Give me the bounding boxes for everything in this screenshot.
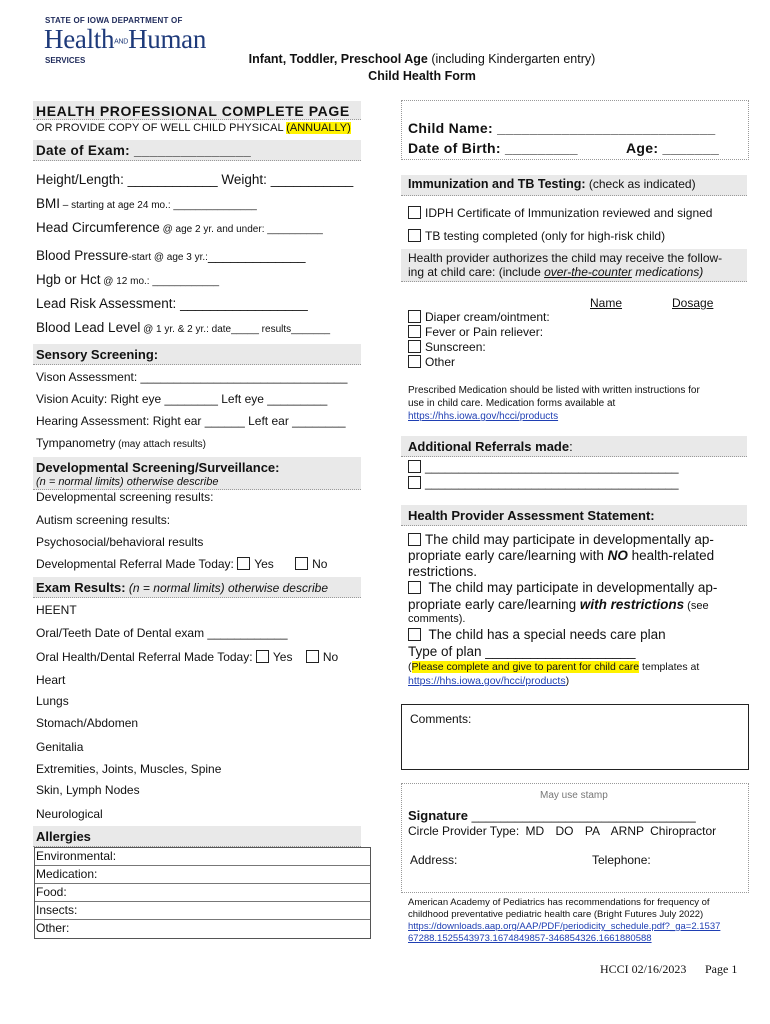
address-field[interactable]: Address: bbox=[410, 853, 458, 867]
genitalia-field[interactable]: Genitalia bbox=[36, 740, 84, 754]
oral-referral-yes-label: Yes bbox=[272, 650, 293, 664]
referral-1-checkbox[interactable] bbox=[408, 460, 421, 473]
provider-type-label: Circle Provider Type: bbox=[408, 824, 520, 838]
assess-title: Health Provider Assessment Statement: bbox=[408, 508, 655, 523]
dev-results-field[interactable]: Developmental screening results: bbox=[36, 490, 214, 504]
aap-link-line-1[interactable]: https://downloads.aap.org/AAP/PDF/periodicity_schedule.pdf?_ga=2.1537 bbox=[408, 921, 721, 932]
stmt3-row bbox=[408, 627, 666, 642]
referral-row-2 bbox=[408, 476, 679, 490]
hgb-field[interactable] bbox=[36, 272, 219, 287]
tympanometry-field[interactable] bbox=[36, 436, 206, 450]
prescribed-line-1: Prescribed Medication should be listed with written instructions for bbox=[408, 385, 700, 396]
form-title bbox=[222, 52, 622, 66]
med-fever-label: Fever or Pain reliever: bbox=[425, 325, 544, 339]
tympan-label: Tympanometry bbox=[36, 436, 116, 450]
vision-assessment-field[interactable]: Vison Assessment: _______________________________ bbox=[36, 370, 348, 384]
dev-referral-no-checkbox[interactable] bbox=[295, 557, 308, 570]
prescribed-line-2: use in child care. Medication forms available at bbox=[408, 398, 616, 409]
med-sunscreen-row bbox=[408, 340, 486, 354]
allergy-insects[interactable]: Insects: bbox=[35, 902, 370, 920]
head-label: Head Circumference bbox=[36, 220, 160, 235]
tb-label: TB testing completed (only for high-risk child) bbox=[425, 229, 666, 243]
med-diaper-checkbox[interactable] bbox=[408, 310, 421, 323]
exam-title-row bbox=[36, 580, 328, 595]
med-other-checkbox[interactable] bbox=[408, 355, 421, 368]
auth-text-2: ing at child care: (include bbox=[408, 265, 545, 279]
bp-label: Blood Pressure bbox=[36, 248, 129, 263]
imm-title-row bbox=[408, 177, 696, 191]
skin-field[interactable]: Skin, Lymph Nodes bbox=[36, 783, 140, 797]
tympan-note: (may attach results) bbox=[115, 439, 206, 450]
hgb-note: @ 12 mo.: ____________ bbox=[100, 276, 220, 287]
dev-referral-yes-label: Yes bbox=[254, 557, 274, 571]
referral-1-line[interactable]: ______________________________________ bbox=[425, 460, 679, 474]
heent-field[interactable]: HEENT bbox=[36, 603, 77, 617]
med-other-label: Other bbox=[425, 355, 456, 369]
dob-field[interactable]: Date of Birth: _________ bbox=[408, 140, 578, 156]
comments-label: Comments: bbox=[410, 712, 472, 726]
idph-row bbox=[408, 206, 712, 220]
auth-line-1: Health provider authorizes the child may receive the follow- bbox=[408, 251, 723, 265]
stmt1-line-b bbox=[408, 548, 714, 563]
age-field[interactable]: Age: _______ bbox=[626, 140, 720, 156]
aap-link-line-2[interactable]: 67288.1525543973.1674849857-346854326.1661880588 bbox=[408, 933, 652, 944]
stmt3-checkbox[interactable] bbox=[408, 628, 421, 641]
stmt2-line-c: comments). bbox=[408, 613, 466, 625]
med-fever-checkbox[interactable] bbox=[408, 325, 421, 338]
page-number: Page 1 bbox=[705, 962, 738, 976]
stomach-field[interactable]: Stomach/Abdomen bbox=[36, 716, 139, 730]
vision-acuity-field[interactable]: Vision Acuity: Right eye ________ Left eye _________ bbox=[36, 392, 328, 406]
med-fever-row bbox=[408, 325, 543, 339]
allergies-title: Allergies bbox=[36, 829, 91, 844]
telephone-field[interactable]: Telephone: bbox=[592, 853, 651, 867]
bp-blank: _____________ bbox=[207, 248, 306, 263]
provider-md[interactable]: MD bbox=[525, 824, 545, 838]
plan-link-line bbox=[408, 675, 569, 687]
provider-type-row bbox=[408, 824, 716, 838]
referrals-title-row bbox=[408, 439, 573, 454]
col-name-header: Name bbox=[590, 296, 623, 310]
section-title: HEALTH PROFESSIONAL COMPLETE PAGE bbox=[36, 103, 350, 119]
stmt2-text-b: propriate early care/learning bbox=[408, 597, 580, 612]
dev-referral-row bbox=[36, 557, 327, 571]
height-weight-field[interactable]: Height/Length: ____________ Weight: ___________ bbox=[36, 172, 354, 187]
plan-close-paren: ) bbox=[565, 675, 570, 687]
plan-templates-link[interactable]: https://hhs.iowa.gov/hcci/products bbox=[408, 675, 566, 687]
type-of-plan-field[interactable]: Type of plan ____________________ bbox=[408, 644, 636, 659]
provide-copy-text: OR PROVIDE COPY OF WELL CHILD PHYSICAL bbox=[36, 122, 287, 134]
referral-row-1 bbox=[408, 460, 679, 474]
exam-title: Exam Results: bbox=[36, 580, 126, 595]
psychosocial-field[interactable]: Psychosocial/behavioral results bbox=[36, 535, 204, 549]
bmi-field[interactable] bbox=[36, 196, 257, 211]
dev-referral-no-label: No bbox=[312, 557, 328, 571]
signature-label: Signature bbox=[408, 808, 468, 823]
prescribed-forms-link[interactable]: https://hhs.iowa.gov/hcci/products bbox=[408, 411, 559, 422]
lungs-field[interactable]: Lungs bbox=[36, 694, 69, 708]
stmt1-text-c: health-related bbox=[627, 548, 715, 563]
med-other-row bbox=[408, 355, 455, 369]
dev-referral-label: Developmental Referral Made Today: bbox=[36, 557, 238, 571]
bmi-label: BMI bbox=[36, 196, 61, 211]
dev-title: Developmental Screening/Surveillance: bbox=[36, 460, 280, 475]
referrals-colon: : bbox=[569, 439, 573, 454]
date-of-exam-field[interactable]: Date of Exam: _______________ bbox=[36, 143, 252, 158]
med-sunscreen-label: Sunscreen: bbox=[425, 340, 486, 354]
blood-lead-field[interactable] bbox=[36, 320, 330, 335]
bmi-note: – starting at age 24 mo.: _______________ bbox=[60, 200, 257, 211]
stmt2-see: (see bbox=[684, 600, 709, 612]
idph-label: IDPH Certificate of Immunization reviewed and signed bbox=[425, 206, 713, 220]
dev-note: (n = normal limits) otherwise describe bbox=[36, 476, 219, 488]
signature-line: _______________________________ bbox=[467, 808, 696, 823]
aap-line-1: American Academy of Pediatrics has recommendations for frequency of bbox=[408, 897, 710, 908]
stmt1-text-b: propriate early care/learning with bbox=[408, 548, 608, 563]
oral-date-field[interactable]: Oral/Teeth Date of Dental exam ____________ bbox=[36, 626, 288, 640]
oral-referral-yes-checkbox[interactable] bbox=[256, 650, 269, 663]
referral-2-line[interactable]: ______________________________________ bbox=[425, 476, 679, 490]
logo-and: AND bbox=[114, 38, 129, 46]
form-title-rest: (including Kindergarten entry) bbox=[427, 52, 596, 66]
provider-chiropractor[interactable]: Chiropractor bbox=[650, 824, 717, 838]
stmt1-no: NO bbox=[607, 548, 628, 563]
stmt2-checkbox[interactable] bbox=[408, 581, 421, 594]
stamp-note: May use stamp bbox=[540, 790, 608, 801]
plan-please-highlight: Please complete and give to parent for child care bbox=[411, 661, 640, 673]
plan-templates-text: templates at bbox=[639, 661, 700, 673]
form-title-bold: Infant, Toddler, Preschool Age bbox=[248, 52, 428, 66]
exam-note: (n = normal limits) otherwise describe bbox=[125, 581, 328, 595]
blood-lead-note: @ 1 yr. & 2 yr.: date_____ results_______ bbox=[140, 324, 331, 335]
auth-otc: over-the-counter bbox=[544, 265, 632, 279]
imm-title: Immunization and TB Testing: bbox=[408, 177, 586, 191]
form-code: HCCI 02/16/2023 bbox=[600, 962, 687, 976]
plan-open-paren: ( bbox=[408, 661, 412, 673]
form-subtitle: Child Health Form bbox=[368, 69, 476, 83]
blood-lead-label: Blood Lead Level bbox=[36, 320, 141, 335]
extremities-field[interactable]: Extremities, Joints, Muscles, Spine bbox=[36, 762, 222, 776]
child-name-field[interactable]: Child Name: ___________________________ bbox=[408, 120, 716, 136]
med-sunscreen-checkbox[interactable] bbox=[408, 340, 421, 353]
med-diaper-label: Diaper cream/ointment: bbox=[425, 310, 550, 324]
idph-checkbox[interactable] bbox=[408, 206, 421, 219]
stmt1-checkbox[interactable] bbox=[408, 533, 421, 546]
stmt2-line-a bbox=[408, 580, 717, 595]
sensory-title: Sensory Screening: bbox=[36, 347, 159, 362]
provider-pa[interactable]: PA bbox=[584, 824, 600, 838]
provider-arnp[interactable]: ARNP bbox=[610, 824, 644, 838]
stmt1-text-a: The child may participate in developmentally ap- bbox=[425, 532, 714, 547]
stmt2-line-b bbox=[408, 597, 709, 612]
logo-services: SERVICES bbox=[45, 56, 86, 65]
bp-note: -start @ age 3 yr.: bbox=[128, 252, 208, 263]
annually-highlight: (ANNUALLY) bbox=[286, 122, 351, 134]
hgb-label: Hgb or Hct bbox=[36, 272, 101, 287]
tb-checkbox[interactable] bbox=[408, 229, 421, 242]
logo-human: Human bbox=[128, 24, 207, 54]
stmt1-line-a bbox=[408, 532, 714, 547]
aap-line-2: childhood preventative pediatric health care (Bright Futures July 2022) bbox=[408, 909, 704, 920]
tb-row bbox=[408, 229, 665, 243]
stmt2-text-a: The child may participate in developmentally ap- bbox=[425, 580, 718, 595]
head-circ-field[interactable] bbox=[36, 220, 323, 235]
stmt3-text: The child has a special needs care plan bbox=[425, 627, 666, 642]
med-diaper-row bbox=[408, 310, 550, 324]
allergy-environmental[interactable]: Environmental: bbox=[35, 848, 370, 866]
heart-field[interactable]: Heart bbox=[36, 673, 66, 687]
stmt2-with: with restrictions bbox=[579, 597, 685, 612]
head-note: @ age 2 yr. and under: __________ bbox=[159, 224, 323, 235]
oral-referral-label: Oral Health/Dental Referral Made Today: bbox=[36, 650, 256, 664]
logo-agency-line: STATE OF IOWA DEPARTMENT OF bbox=[45, 16, 183, 25]
oral-referral-no-label: No bbox=[322, 650, 339, 664]
hearing-field[interactable]: Hearing Assessment: Right ear ______ Left ear ________ bbox=[36, 414, 346, 428]
dev-referral-yes-checkbox[interactable] bbox=[237, 557, 250, 570]
col-dosage-header: Dosage bbox=[672, 296, 714, 310]
logo-health: Health bbox=[44, 24, 115, 54]
plan-note-line bbox=[408, 661, 699, 673]
lead-risk-field[interactable]: Lead Risk Assessment: _________________ bbox=[36, 296, 308, 311]
provider-do[interactable]: DO bbox=[555, 824, 574, 838]
imm-note: (check as indicated) bbox=[585, 177, 696, 191]
signature-field[interactable] bbox=[408, 808, 696, 823]
oral-referral-row bbox=[36, 650, 338, 664]
allergy-other[interactable]: Other: bbox=[36, 921, 70, 935]
stmt1-line-d: restrictions. bbox=[408, 564, 478, 579]
autism-field[interactable]: Autism screening results: bbox=[36, 513, 171, 527]
provide-copy-note bbox=[36, 122, 351, 134]
blood-pressure-field[interactable] bbox=[36, 248, 306, 263]
allergy-medication[interactable]: Medication: bbox=[35, 866, 370, 884]
neuro-field[interactable]: Neurological bbox=[36, 807, 103, 821]
auth-line-2 bbox=[408, 265, 703, 279]
logo-wordmark bbox=[44, 24, 206, 55]
referral-2-checkbox[interactable] bbox=[408, 476, 421, 489]
oral-referral-no-checkbox[interactable] bbox=[306, 650, 319, 663]
referrals-title: Additional Referrals made bbox=[408, 439, 570, 454]
auth-text-3: medications) bbox=[631, 265, 704, 279]
allergy-food[interactable]: Food: bbox=[35, 884, 370, 902]
